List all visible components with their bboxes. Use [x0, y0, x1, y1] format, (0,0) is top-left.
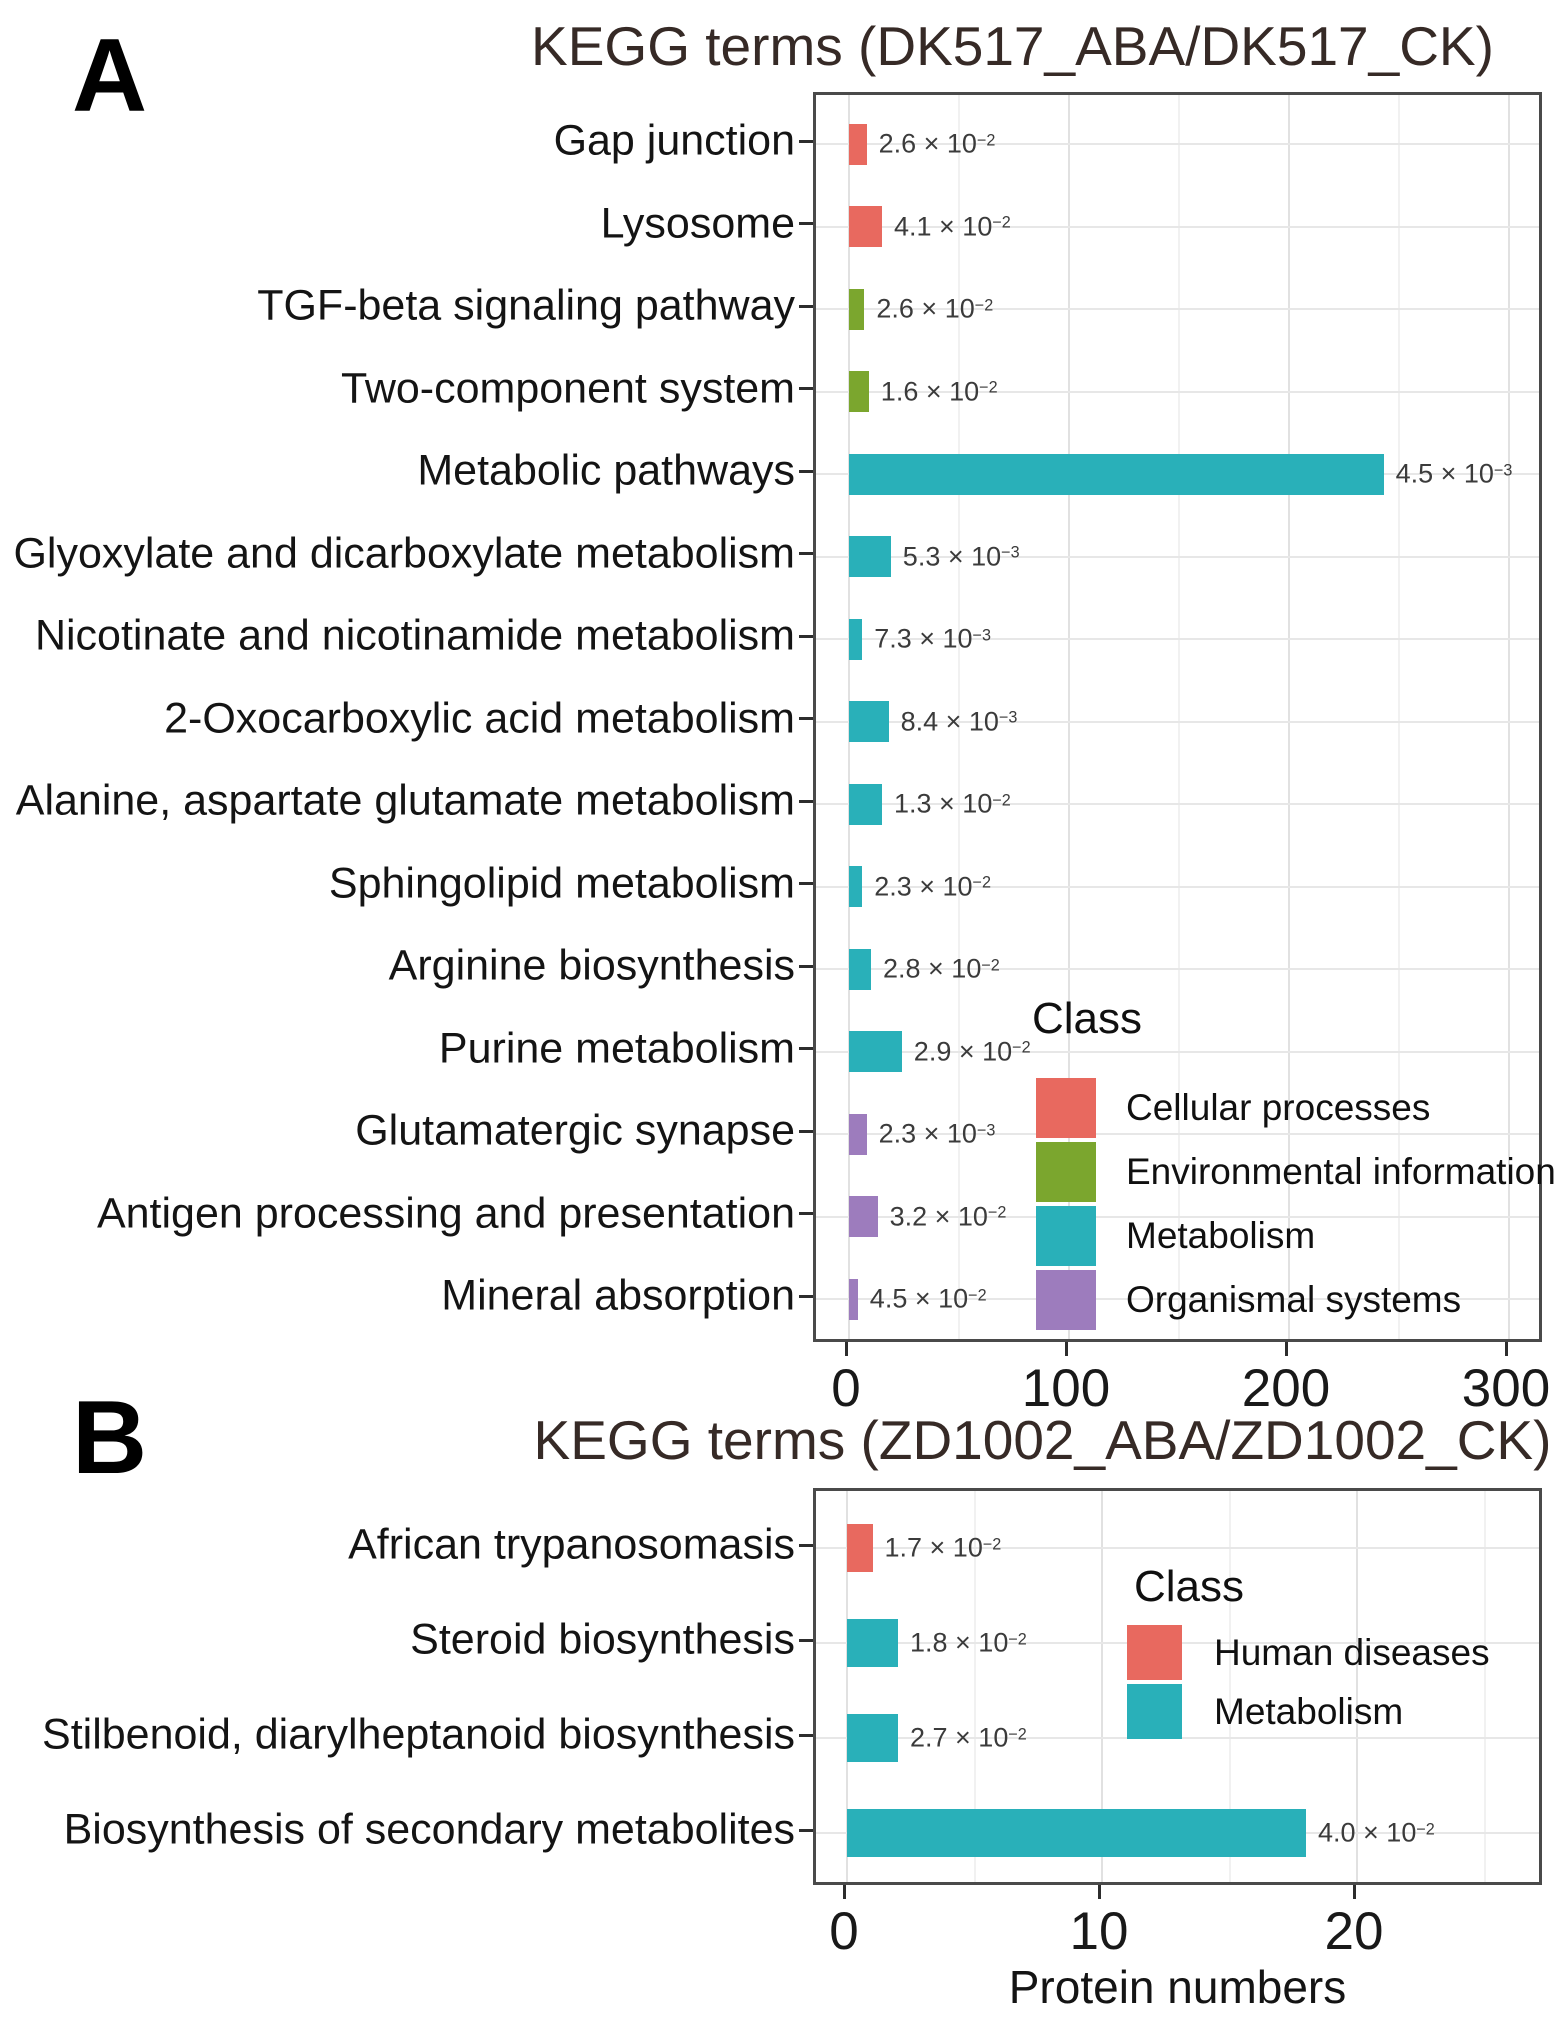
- legend-swatch-environmental-information: [1036, 1142, 1096, 1202]
- y-axis-tick-alanine-aspartate-glutamate-metabolism: [799, 800, 813, 803]
- category-label-african-trypanosomasis: African trypanosomasis: [348, 1520, 795, 1569]
- category-label-glyoxylate-and-dicarboxylate-metabolism: Glyoxylate and dicarboxylate metabolism: [13, 529, 795, 577]
- bar-two-component-system: [849, 371, 869, 412]
- y-axis-tick-2-oxocarboxylic-acid-metabolism: [799, 717, 813, 720]
- panel-b-title: KEGG terms (ZD1002_ABA/ZD1002_CK): [533, 1409, 1552, 1471]
- category-label-gap-junction: Gap junction: [553, 116, 795, 165]
- category-label-stilbenoid-diarylheptanoid-biosynthesis: Stilbenoid, diarylheptanoid biosynthesis: [42, 1710, 795, 1759]
- y-axis-tick-stilbenoid-diarylheptanoid-biosynthesis: [799, 1734, 813, 1737]
- pvalue-exponent: −3: [972, 626, 991, 645]
- x-tick-label-10: 10: [1069, 1902, 1129, 1961]
- bar-glutamatergic-synapse: [849, 1114, 867, 1155]
- pvalue-label-arginine-biosynthesis: $2.8 \times 10^{-2}$: [883, 953, 1000, 984]
- pvalue-label-biosynthesis-of-secondary-metabolites: $4.0 \times 10^{-2}$: [1318, 1817, 1435, 1848]
- panel-a-letter: A: [72, 18, 148, 134]
- pvalue-exponent: −3: [976, 1121, 996, 1140]
- legend-swatch-metabolism: [1127, 1684, 1182, 1739]
- pvalue-exponent: −2: [968, 1286, 987, 1305]
- category-label-arginine-biosynthesis: Arginine biosynthesis: [388, 941, 795, 990]
- pvalue-exponent: −2: [987, 1203, 1007, 1222]
- legend-label-cellular-processes: Cellular processes: [1126, 1087, 1431, 1128]
- category-label-metabolic-pathways: Metabolic pathways: [417, 446, 795, 495]
- bar-steroid-biosynthesis: [847, 1619, 898, 1667]
- panel-b-x-axis-label: Protein numbers: [1008, 1961, 1347, 2013]
- pvalue-label-steroid-biosynthesis: $1.8 \times 10^{-2}$: [910, 1627, 1027, 1658]
- x-axis-tick-20: [1353, 1885, 1356, 1899]
- pvalue-exponent: −2: [1008, 1725, 1027, 1744]
- y-axis-tick-arginine-biosynthesis: [799, 965, 813, 968]
- pvalue-label-purine-metabolism: $2.9 \times 10^{-2}$: [913, 1036, 1031, 1066]
- bar-antigen-processing-and-presentation: [849, 1196, 878, 1237]
- y-axis-tick-metabolic-pathways: [799, 470, 813, 473]
- panel-b-letter: B: [72, 1380, 148, 1496]
- y-axis-tick-steroid-biosynthesis: [799, 1639, 813, 1642]
- bar-stilbenoid-diarylheptanoid-biosynthesis: [847, 1714, 898, 1762]
- bar-nicotinate-and-nicotinamide-metabolism: [849, 619, 862, 660]
- legend-label-organismal-systems: Organismal systems: [1126, 1279, 1462, 1320]
- bar-purine-metabolism: [849, 1031, 902, 1072]
- pvalue-label-nicotinate-and-nicotinamide-metabolism: $7.3 \times 10^{-3}$: [874, 623, 991, 654]
- pvalue-exponent: −3: [998, 708, 1018, 727]
- legend-title-panel-b: Class: [1134, 1562, 1245, 1611]
- pvalue-label-tgf-beta-signaling-pathway: $2.6 \times 10^{-2}$: [876, 293, 994, 324]
- legend-swatch-cellular-processes: [1036, 1078, 1096, 1138]
- pvalue-label-metabolic-pathways: $4.5 \times 10^{-3}$: [1395, 458, 1513, 489]
- y-axis-tick-glutamatergic-synapse: [799, 1130, 813, 1133]
- legend-swatch-human-diseases: [1127, 1625, 1182, 1680]
- y-axis-tick-antigen-processing-and-presentation: [799, 1212, 813, 1215]
- pvalue-exponent: −2: [982, 1535, 1002, 1554]
- bar-tgf-beta-signaling-pathway: [849, 289, 864, 330]
- legend-label-metabolism: Metabolism: [1214, 1690, 1404, 1732]
- category-label-tgf-beta-signaling-pathway: TGF-beta signaling pathway: [257, 281, 795, 330]
- x-tick-label-0: 0: [831, 1359, 861, 1418]
- category-label-steroid-biosynthesis: Steroid biosynthesis: [410, 1615, 795, 1664]
- bar-metabolic-pathways: [849, 454, 1384, 495]
- bar-2-oxocarboxylic-acid-metabolism: [849, 701, 889, 742]
- pvalue-label-lysosome: $4.1 \times 10^{-2}$: [894, 211, 1011, 241]
- pvalue-exponent: −2: [981, 956, 1000, 975]
- pvalue-label-stilbenoid-diarylheptanoid-biosynthesis: $2.7 \times 10^{-2}$: [910, 1722, 1027, 1753]
- category-label-nicotinate-and-nicotinamide-metabolism: Nicotinate and nicotinamide metabolism: [34, 611, 795, 660]
- category-label-antigen-processing-and-presentation: Antigen processing and presentation: [96, 1189, 795, 1237]
- pvalue-exponent: −2: [1008, 1630, 1027, 1649]
- y-axis-tick-nicotinate-and-nicotinamide-metabolism: [799, 635, 813, 638]
- category-label-sphingolipid-metabolism: Sphingolipid metabolism: [328, 859, 795, 907]
- pvalue-label-sphingolipid-metabolism: $2.3 \times 10^{-2}$: [874, 871, 991, 901]
- y-axis-tick-african-trypanosomasis: [799, 1544, 813, 1547]
- bar-sphingolipid-metabolism: [849, 866, 862, 907]
- pvalue-exponent: −2: [976, 131, 996, 150]
- y-axis-tick-gap-junction: [799, 140, 813, 143]
- x-tick-label-300: 300: [1461, 1359, 1551, 1418]
- bar-gap-junction: [849, 124, 867, 165]
- pvalue-label-glutamatergic-synapse: $2.3 \times 10^{-3}$: [878, 1118, 996, 1149]
- pvalue-exponent: −2: [992, 791, 1011, 810]
- legend-title-panel-a: Class: [1032, 994, 1143, 1043]
- pvalue-label-glyoxylate-and-dicarboxylate-metabolism: $5.3 \times 10^{-3}$: [902, 541, 1020, 571]
- bar-biosynthesis-of-secondary-metabolites: [847, 1809, 1306, 1857]
- y-axis-tick-biosynthesis-of-secondary-metabolites: [799, 1829, 813, 1832]
- y-axis-tick-glyoxylate-and-dicarboxylate-metabolism: [799, 552, 813, 555]
- pvalue-label-african-trypanosomasis: $1.7 \times 10^{-2}$: [884, 1532, 1002, 1563]
- y-axis-tick-mineral-absorption: [799, 1295, 813, 1298]
- y-axis-tick-sphingolipid-metabolism: [799, 882, 813, 885]
- y-axis-tick-tgf-beta-signaling-pathway: [799, 305, 813, 308]
- x-axis-tick-100: [1065, 1342, 1068, 1356]
- legend-label-environmental-information: Environmental information: [1126, 1151, 1556, 1192]
- bar-african-trypanosomasis: [847, 1524, 873, 1572]
- category-label-biosynthesis-of-secondary-metabolites: Biosynthesis of secondary metabolites: [63, 1805, 795, 1854]
- y-axis-tick-purine-metabolism: [799, 1047, 813, 1050]
- pvalue-exponent: −2: [1416, 1820, 1435, 1839]
- pvalue-exponent: −3: [1493, 461, 1513, 480]
- pvalue-exponent: −2: [992, 213, 1011, 232]
- pvalue-label-mineral-absorption: $4.5 \times 10^{-2}$: [869, 1283, 987, 1314]
- bar-glyoxylate-and-dicarboxylate-metabolism: [849, 536, 891, 577]
- x-axis-tick-10: [1098, 1885, 1101, 1899]
- y-axis-tick-two-component-system: [799, 387, 813, 390]
- legend-swatch-organismal-systems: [1036, 1270, 1096, 1330]
- bar-alanine-aspartate-glutamate-metabolism: [849, 784, 882, 825]
- legend-label-metabolism: Metabolism: [1126, 1215, 1316, 1256]
- bar-lysosome: [849, 206, 882, 247]
- legend-swatch-metabolism: [1036, 1206, 1096, 1266]
- category-label-mineral-absorption: Mineral absorption: [441, 1271, 795, 1320]
- bar-mineral-absorption: [849, 1279, 858, 1320]
- category-label-two-component-system: Two-component system: [340, 364, 795, 412]
- x-axis-tick-300: [1505, 1342, 1508, 1356]
- pvalue-label-alanine-aspartate-glutamate-metabolism: $1.3 \times 10^{-2}$: [894, 788, 1011, 819]
- pvalue-exponent: −2: [974, 296, 994, 315]
- x-axis-tick-200: [1285, 1342, 1288, 1356]
- x-tick-label-100: 100: [1021, 1359, 1111, 1418]
- panel-a-title: KEGG terms (DK517_ABA/DK517_CK): [531, 15, 1494, 77]
- y-axis-tick-lysosome: [799, 222, 813, 225]
- x-axis-tick-0: [845, 1342, 848, 1356]
- x-axis-tick-0: [843, 1885, 846, 1899]
- category-label-glutamatergic-synapse: Glutamatergic synapse: [355, 1106, 795, 1155]
- pvalue-label-2-oxocarboxylic-acid-metabolism: $8.4 \times 10^{-3}$: [900, 706, 1018, 736]
- pvalue-exponent: −2: [972, 873, 991, 892]
- legend-label-human-diseases: Human diseases: [1214, 1631, 1490, 1673]
- pvalue-exponent: −3: [1001, 543, 1020, 562]
- bar-arginine-biosynthesis: [849, 949, 871, 990]
- x-tick-label-200: 200: [1241, 1359, 1331, 1418]
- x-tick-label-20: 20: [1324, 1902, 1384, 1961]
- pvalue-label-two-component-system: $1.6 \times 10^{-2}$: [880, 376, 998, 406]
- category-label-2-oxocarboxylic-acid-metabolism: 2-Oxocarboxylic acid metabolism: [164, 694, 795, 742]
- x-tick-label-0: 0: [829, 1902, 859, 1961]
- pvalue-exponent: −2: [1012, 1038, 1031, 1057]
- gridline-minor-x-25: [1484, 1491, 1486, 1882]
- pvalue-exponent: −2: [979, 378, 998, 397]
- category-label-alanine-aspartate-glutamate-metabolism: Alanine, aspartate glutamate metabolism: [15, 776, 795, 825]
- pvalue-label-gap-junction: $2.6 \times 10^{-2}$: [878, 128, 996, 159]
- category-label-purine-metabolism: Purine metabolism: [438, 1024, 795, 1072]
- category-label-lysosome: Lysosome: [600, 199, 795, 247]
- pvalue-label-antigen-processing-and-presentation: $3.2 \times 10^{-2}$: [889, 1201, 1007, 1231]
